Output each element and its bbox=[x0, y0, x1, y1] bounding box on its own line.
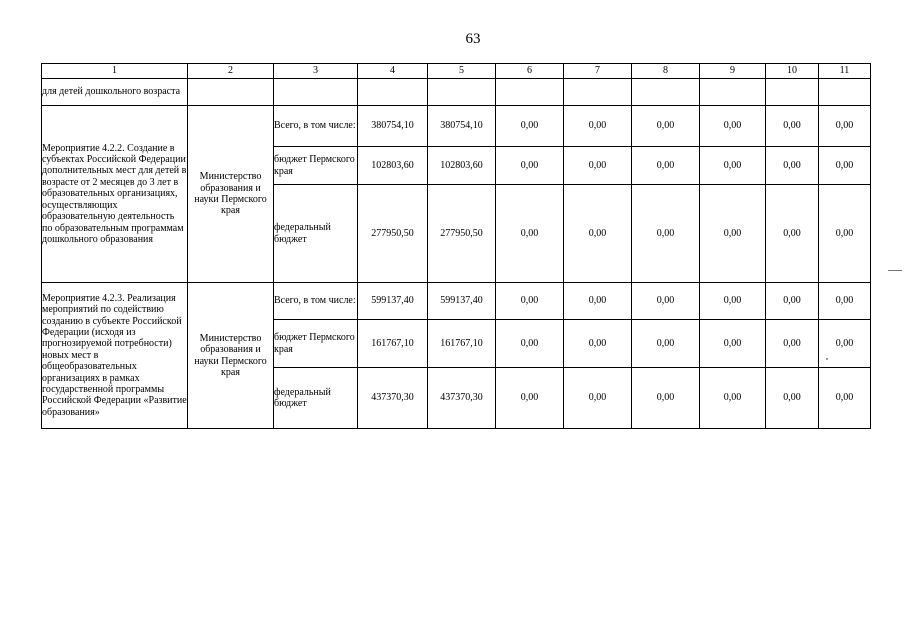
value-cell: 0,00 bbox=[819, 106, 871, 147]
value-cell: 380754,10 bbox=[428, 106, 496, 147]
value-cell: 161767,10 bbox=[428, 320, 496, 368]
value-cell: 102803,60 bbox=[428, 147, 496, 185]
empty-cell bbox=[274, 79, 358, 106]
value-cell: 0,00 bbox=[632, 185, 700, 283]
value-cell: 437370,30 bbox=[428, 368, 496, 429]
column-header: 5 bbox=[428, 64, 496, 79]
value-cell: 0,00 bbox=[700, 320, 766, 368]
value-cell: 0,00 bbox=[766, 147, 819, 185]
value-cell: 0,00 bbox=[766, 185, 819, 283]
value-cell: 0,00 bbox=[632, 283, 700, 320]
value-cell: 0,00 bbox=[564, 320, 632, 368]
empty-cell bbox=[428, 79, 496, 106]
value-cell: 0,00 bbox=[632, 368, 700, 429]
measure-title: Мероприятие 4.2.2. Создание в субъектах Российской Федерации дополнительных мест для детей в возрасте от 2 месяцев до 3 лет в образовательных организациях, осуществляющих образовательную деятельность по образовательным программам дошкольного образования bbox=[42, 106, 188, 283]
value-cell: 0,00 bbox=[819, 320, 871, 368]
value-cell: 599137,40 bbox=[358, 283, 428, 320]
value-cell: 102803,60 bbox=[358, 147, 428, 185]
funding-source: бюджет Пермского края bbox=[274, 320, 358, 368]
column-header: 1 bbox=[42, 64, 188, 79]
header-row bbox=[42, 64, 871, 79]
value-cell: 0,00 bbox=[632, 320, 700, 368]
column-header: 9 bbox=[700, 64, 766, 79]
column-header: 6 bbox=[496, 64, 564, 79]
value-cell: 0,00 bbox=[766, 283, 819, 320]
budget-table bbox=[41, 63, 871, 429]
value-cell: 0,00 bbox=[496, 283, 564, 320]
scan-artifact-mark bbox=[888, 270, 902, 271]
value-cell: 0,00 bbox=[496, 106, 564, 147]
empty-cell bbox=[188, 79, 274, 106]
empty-cell bbox=[766, 79, 819, 106]
value-cell: 0,00 bbox=[564, 147, 632, 185]
value-cell: 0,00 bbox=[700, 368, 766, 429]
funding-source: федеральный бюджет bbox=[274, 368, 358, 429]
value-cell: 0,00 bbox=[632, 106, 700, 147]
empty-cell bbox=[700, 79, 766, 106]
executor: Министерство образования и науки Пермского края bbox=[188, 106, 274, 283]
value-cell: 0,00 bbox=[819, 147, 871, 185]
empty-cell bbox=[819, 79, 871, 106]
funding-source: федеральный бюджет bbox=[274, 185, 358, 283]
value-cell: 0,00 bbox=[700, 106, 766, 147]
funding-source: Всего, в том числе: bbox=[274, 283, 358, 320]
empty-cell bbox=[632, 79, 700, 106]
table-row bbox=[42, 106, 871, 147]
value-cell: 380754,10 bbox=[358, 106, 428, 147]
value-cell: 437370,30 bbox=[358, 368, 428, 429]
column-header: 7 bbox=[564, 64, 632, 79]
scan-artifact-dot bbox=[826, 358, 828, 360]
value-cell: 0,00 bbox=[496, 368, 564, 429]
value-cell: 0,00 bbox=[700, 283, 766, 320]
value-cell: 0,00 bbox=[564, 185, 632, 283]
value-cell: 0,00 bbox=[700, 185, 766, 283]
value-cell: 0,00 bbox=[564, 283, 632, 320]
column-header: 4 bbox=[358, 64, 428, 79]
empty-cell bbox=[564, 79, 632, 106]
value-cell: 0,00 bbox=[564, 106, 632, 147]
column-header: 3 bbox=[274, 64, 358, 79]
value-cell: 599137,40 bbox=[428, 283, 496, 320]
value-cell: 0,00 bbox=[632, 147, 700, 185]
funding-source: Всего, в том числе: bbox=[274, 106, 358, 147]
value-cell: 0,00 bbox=[766, 320, 819, 368]
continuation-row bbox=[42, 79, 871, 106]
value-cell: 0,00 bbox=[496, 185, 564, 283]
value-cell: 161767,10 bbox=[358, 320, 428, 368]
executor: Министерство образования и науки Пермского края bbox=[188, 283, 274, 429]
page-number: 63 bbox=[465, 31, 481, 47]
value-cell: 277950,50 bbox=[358, 185, 428, 283]
column-header: 11 bbox=[819, 64, 871, 79]
value-cell: 0,00 bbox=[819, 185, 871, 283]
table-row bbox=[42, 283, 871, 320]
measure-title-continuation: для детей дошкольного возраста bbox=[42, 79, 188, 106]
value-cell: 0,00 bbox=[700, 147, 766, 185]
value-cell: 0,00 bbox=[819, 368, 871, 429]
column-header: 10 bbox=[766, 64, 819, 79]
measure-title: Мероприятие 4.2.3. Реализация мероприятий по содействию созданию в субъекте Российской Федерации (исходя из прогнозируемой потребности) новых мест в общеобразовательных организациях в рамках государственной программы Российской Федерации «Развитие образования» bbox=[42, 283, 188, 429]
value-cell: 0,00 bbox=[496, 147, 564, 185]
value-cell: 0,00 bbox=[496, 320, 564, 368]
value-cell: 277950,50 bbox=[428, 185, 496, 283]
column-header: 8 bbox=[632, 64, 700, 79]
value-cell: 0,00 bbox=[766, 368, 819, 429]
empty-cell bbox=[496, 79, 564, 106]
column-header: 2 bbox=[188, 64, 274, 79]
funding-source: бюджет Пермского края bbox=[274, 147, 358, 185]
empty-cell bbox=[358, 79, 428, 106]
value-cell: 0,00 bbox=[564, 368, 632, 429]
value-cell: 0,00 bbox=[766, 106, 819, 147]
value-cell: 0,00 bbox=[819, 283, 871, 320]
